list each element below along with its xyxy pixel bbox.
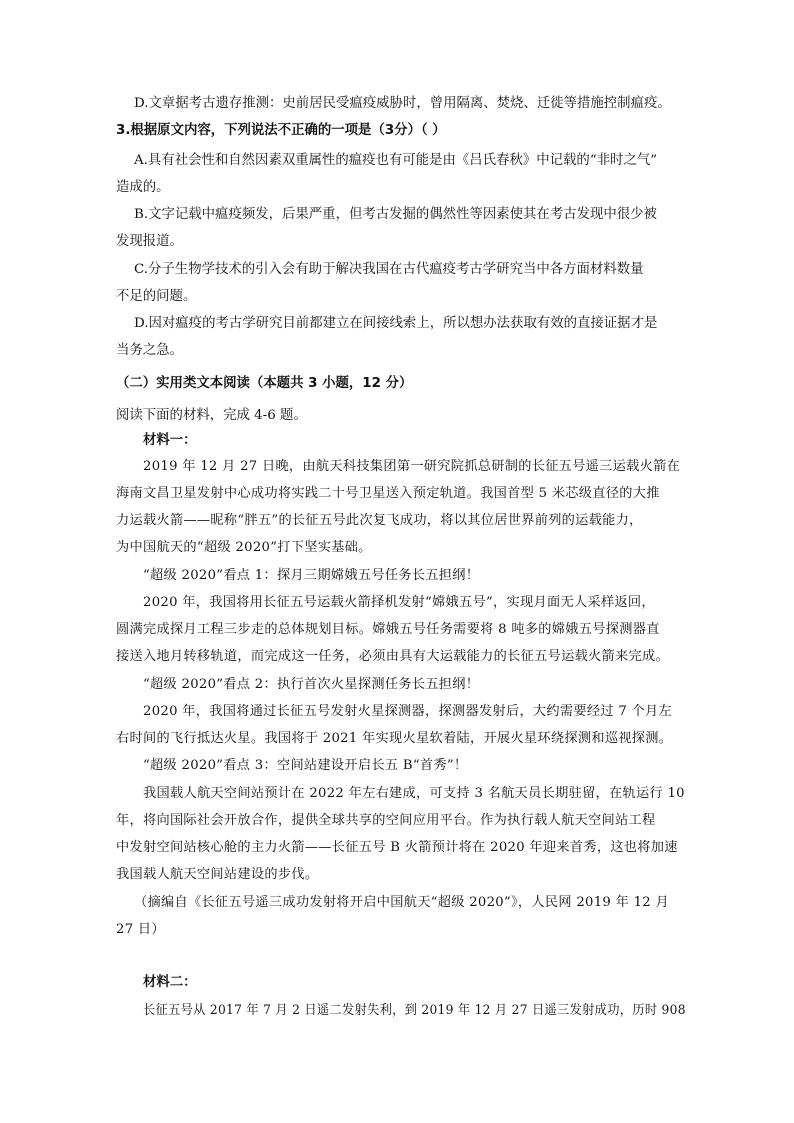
q3-option-b-line1: B.文字记载中瘟疫频发，后果严重，但考古发掘的偶然性等因素使其在考古发现中很少被: [134, 207, 657, 222]
material1-highlight-3: “超级 2020”看点 3：空间站建设开启长五 B“首秀”！: [143, 758, 468, 773]
material1-source-line2: 27 日）: [116, 922, 165, 937]
q3-option-d-line1: D.因对瘟疫的考古学研究目前都建立在间接线索上，所以想办法获取有效的直接证据才是: [134, 316, 658, 331]
material1-highlight-1: “超级 2020”看点 1：探月三期嫦娥五号任务长五担纲！: [143, 568, 480, 583]
material2-label: 材料二：: [143, 975, 197, 990]
material1-line: 海南文昌卫星发射中心成功将实践二十号卫星送入预定轨道。我国首型 5 米芯级直径的大推: [116, 486, 660, 501]
material2-line: 长征五号从 2017 年 7 月 2 日遥二发射失利，到 2019 年 12 月 27 日遥三发射成功，历时 908: [143, 1003, 686, 1018]
material1-line: 圆满完成探月工程三步走的总体规划目标。嫦娥五号任务需要将 8 吨多的嫦娥五号探测器直: [116, 622, 660, 637]
q3-option-c-line1: C.分子生物学技术的引入会有助于解决我国在古代瘟疫考古学研究当中各方面材料数量: [134, 262, 644, 277]
q3-option-d-line2: 当务之急。: [116, 343, 183, 358]
material1-highlight-2: “超级 2020”看点 2：执行首次火星探测任务长五担纲！: [143, 677, 480, 692]
material1-line: 中发射空间站核心舱的主力火箭——长征五号 B 火箭预计将在 2020 年迎来首秀，这也将加速: [116, 840, 678, 855]
q3-option-a-line2: 造成的。: [116, 180, 170, 195]
material1-source-line1: （摘编自《长征五号遥三成功发射将开启中国航天“超级 2020”》，人民网 2019 年 12 月: [134, 895, 669, 910]
material1-line: 力运载火箭——昵称“胖五”的长征五号此次复飞成功，将以其位居世界前列的运载能力，: [116, 513, 643, 528]
material1-line: 2020 年，我国将用长征五号运载火箭择机发射“嫦娥五号”，实现月面无人采样返回，: [143, 595, 655, 610]
material1-label: 材料一：: [143, 433, 197, 448]
material1-line: 2020 年，我国将通过长征五号发射火星探测器，探测器发射后，大约需要经过 7 个月左: [143, 704, 672, 719]
q2-option-d: D.文章据考古遗存推测：史前居民受瘟疫威胁时，曾用隔离、焚烧、迁徙等措施控制瘟疫。: [134, 96, 671, 111]
q3-option-b-line2: 发现报道。: [116, 234, 183, 249]
section-instruction: 阅读下面的材料，完成 4-6 题。: [116, 408, 307, 423]
q3-stem: 3.根据原文内容，下列说法不正确的一项是（3分）（ ）: [116, 123, 446, 138]
q3-option-c-line2: 不足的问题。: [116, 289, 197, 304]
material1-line: 2019 年 12 月 27 日晚，由航天科技集团第一研究院抓总研制的长征五号遥三运载火箭在: [143, 459, 681, 474]
material1-line: 接送入地月转移轨道，而完成这一任务，必须由具有大运载能力的长征五号运载火箭来完成。: [116, 649, 669, 664]
material1-line: 我国载人航天空间站建设的步伐。: [116, 867, 319, 882]
material1-line: 我国载人航天空间站预计在 2022 年左右建成，可支持 3 名航天员长期驻留，在轨运行 10: [143, 786, 685, 801]
material1-line: 右时间的飞行抵达火星。我国将于 2021 年实现火星软着陆，开展火星环绕探测和巡视探测。: [116, 731, 673, 746]
material1-line: 为中国航天的“超级 2020”打下坚实基础。: [116, 540, 372, 555]
section-heading: （二）实用类文本阅读（本题共 3 小题，12 分）: [116, 376, 413, 391]
q3-option-a-line1: A.具有社会性和自然因素双重属性的瘟疫也有可能是由《吕氏春秋》中记载的“非时之气”: [134, 153, 658, 168]
material1-line: 年，将向国际社会开放合作，提供全球共享的空间应用平台。作为执行载人航天空间站工程: [116, 813, 656, 828]
